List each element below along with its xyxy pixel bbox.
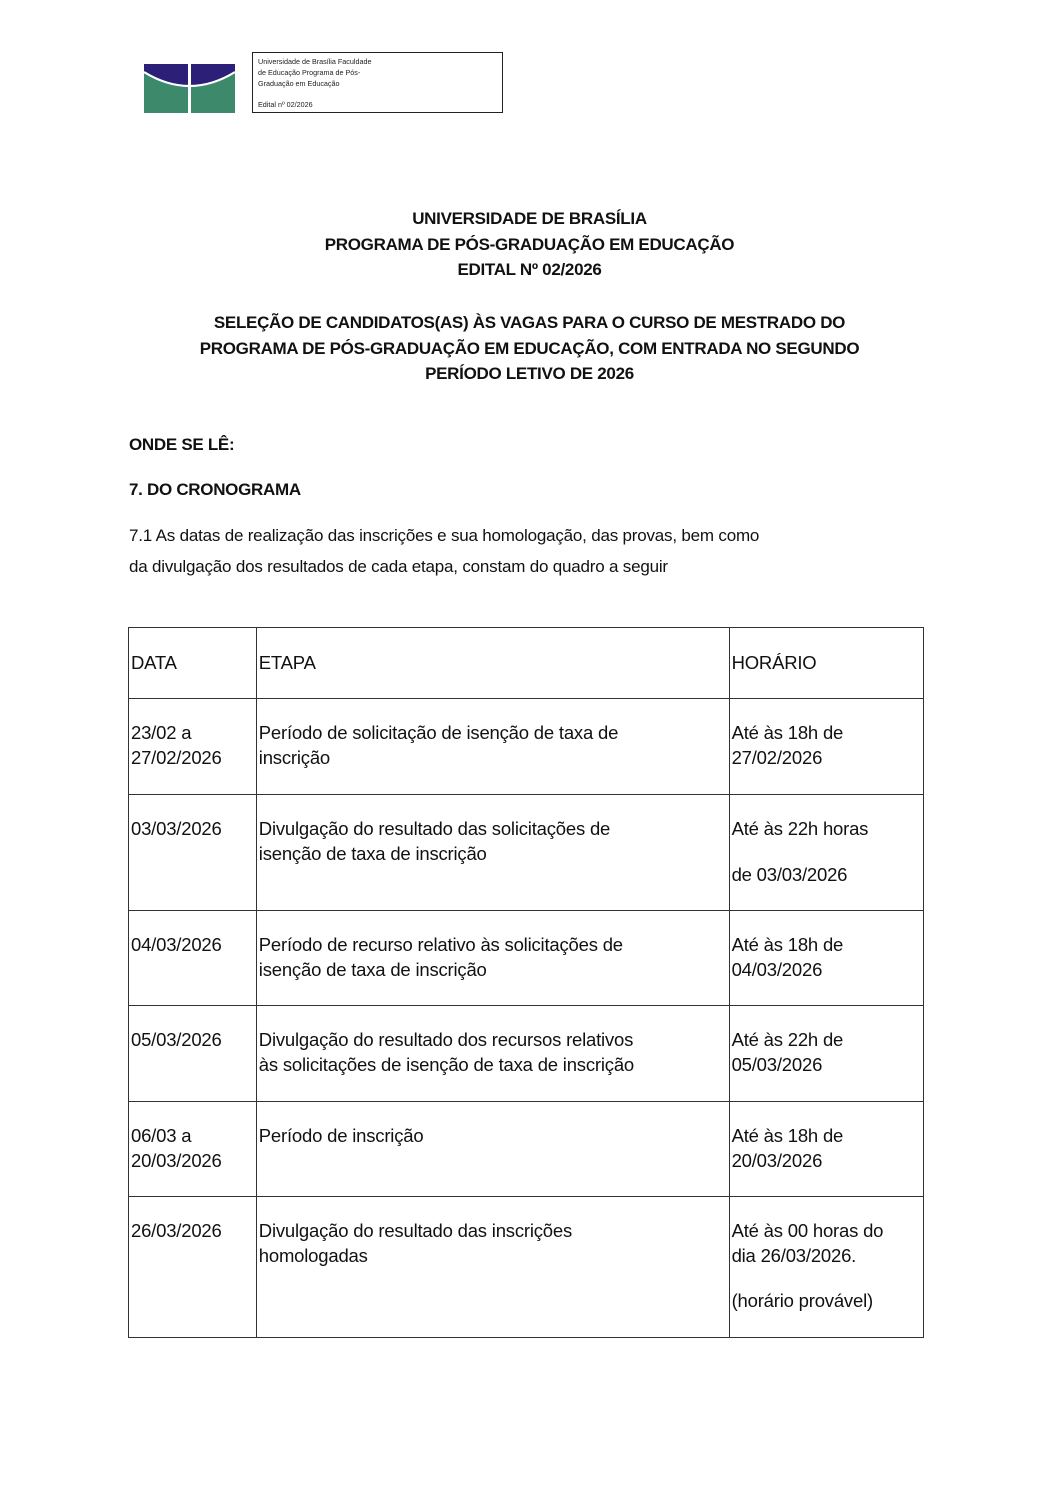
title-line: UNIVERSIDADE DE BRASÍLIA <box>412 209 647 228</box>
cell-line: Até às 22h de <box>731 1029 844 1050</box>
cell-line: Até às 18h de <box>731 722 844 743</box>
subtitle-line: PERÍODO LETIVO DE 2026 <box>425 364 634 383</box>
document-title <box>0 206 1059 283</box>
section-heading: 7. DO CRONOGRAMA <box>129 480 301 499</box>
cell-line: de 03/03/2026 <box>731 863 848 885</box>
cell-line: homologadas <box>258 1244 368 1266</box>
header-box-line: Universidade de Brasília Faculdade <box>258 57 372 66</box>
cell-horario <box>729 795 923 911</box>
table-row <box>129 911 924 1006</box>
cell-data <box>129 699 257 795</box>
table-row <box>129 699 924 795</box>
header-box-line: Graduação em Educação <box>258 79 340 88</box>
cell-etapa <box>256 1006 729 1102</box>
cell-line: 20/03/2026 <box>731 1149 823 1171</box>
cell-etapa <box>256 1102 729 1197</box>
cell-line: inscrição <box>258 746 330 768</box>
header-cell-etapa: ETAPA <box>256 628 729 699</box>
section-paragraph <box>129 520 929 582</box>
subtitle-line: SELEÇÃO DE CANDIDATOS(AS) ÀS VAGAS PARA O CURSO DE MESTRADO DO <box>213 313 846 332</box>
cell-data <box>129 911 257 1006</box>
cell-line: 27/02/2026 <box>731 746 823 768</box>
table-header-row <box>129 628 924 699</box>
cell-line: 26/03/2026 <box>131 1220 222 1241</box>
cell-line: isenção de taxa de inscrição <box>258 842 487 864</box>
cell-data <box>129 795 257 911</box>
cell-line: 06/03 a <box>131 1125 192 1146</box>
table-row <box>129 795 924 911</box>
cell-line: Divulgação do resultado das solicitações de <box>258 818 611 839</box>
cell-line: Período de recurso relativo às solicitações de <box>258 934 623 955</box>
cell-horario <box>729 1102 923 1197</box>
cell-line: às solicitações de isenção de taxa de inscrição <box>258 1053 635 1075</box>
cell-line: Divulgação do resultado das inscrições <box>258 1220 573 1241</box>
header-cell-data: DATA <box>129 628 257 699</box>
header-info-box <box>252 52 503 113</box>
cell-line: 04/03/2026 <box>731 958 823 980</box>
cell-line: 05/03/2026 <box>731 1053 823 1075</box>
cell-line: 03/03/2026 <box>131 818 222 839</box>
cell-etapa <box>256 795 729 911</box>
subtitle-line: PROGRAMA DE PÓS-GRADUAÇÃO EM EDUCAÇÃO, COM ENTRADA NO SEGUNDO <box>199 338 860 358</box>
cell-line: Período de inscrição <box>258 1125 424 1146</box>
cell-etapa <box>256 911 729 1006</box>
paragraph-line: da divulgação dos resultados de cada etapa, constam do quadro a seguir <box>129 557 668 576</box>
header-cell-horario: HORÁRIO <box>729 628 923 699</box>
cell-etapa <box>256 1197 729 1338</box>
cell-horario <box>729 699 923 795</box>
unb-logo <box>144 64 235 113</box>
cell-line: (horário provável) <box>731 1290 873 1311</box>
cell-line: Até às 18h de <box>731 934 844 955</box>
cell-line: 20/03/2026 <box>131 1149 222 1171</box>
cell-line: isenção de taxa de inscrição <box>258 958 487 980</box>
paragraph-line: 7.1 As datas de realização das inscrições e sua homologação, das provas, bem como <box>129 526 760 545</box>
cell-line: dia 26/03/2026. <box>731 1244 857 1266</box>
cell-horario <box>729 1006 923 1102</box>
cell-line: Até às 22h horas <box>731 818 869 839</box>
table-row <box>129 1197 924 1338</box>
document-subtitle <box>0 310 1059 387</box>
cell-horario <box>729 911 923 1006</box>
cell-data <box>129 1197 257 1338</box>
cell-line: Até às 00 horas do <box>731 1220 884 1241</box>
cell-data <box>129 1006 257 1102</box>
title-line: PROGRAMA DE PÓS-GRADUAÇÃO EM EDUCAÇÃO <box>324 234 735 254</box>
title-line: EDITAL Nº 02/2026 <box>457 260 602 279</box>
schedule-table <box>128 627 924 1338</box>
cell-line: Divulgação do resultado dos recursos relativos <box>258 1029 634 1050</box>
cell-etapa <box>256 699 729 795</box>
onde-se-le-label: ONDE SE LÊ: <box>129 435 235 454</box>
table-row <box>129 1102 924 1197</box>
cell-line: 23/02 a <box>131 722 192 743</box>
cell-line: Até às 18h de <box>731 1125 844 1146</box>
cell-line: 04/03/2026 <box>131 934 222 955</box>
logo-white-divider <box>188 64 191 113</box>
cell-line: 27/02/2026 <box>131 746 222 768</box>
header-box-edital: Edital nº 02/2026 <box>258 100 313 109</box>
table-row <box>129 1006 924 1102</box>
cell-data <box>129 1102 257 1197</box>
header-box-line: de Educação Programa de Pós- <box>258 68 361 77</box>
cell-horario <box>729 1197 923 1338</box>
cell-line: Período de solicitação de isenção de taxa de <box>258 722 619 743</box>
cell-line: 05/03/2026 <box>131 1029 222 1050</box>
